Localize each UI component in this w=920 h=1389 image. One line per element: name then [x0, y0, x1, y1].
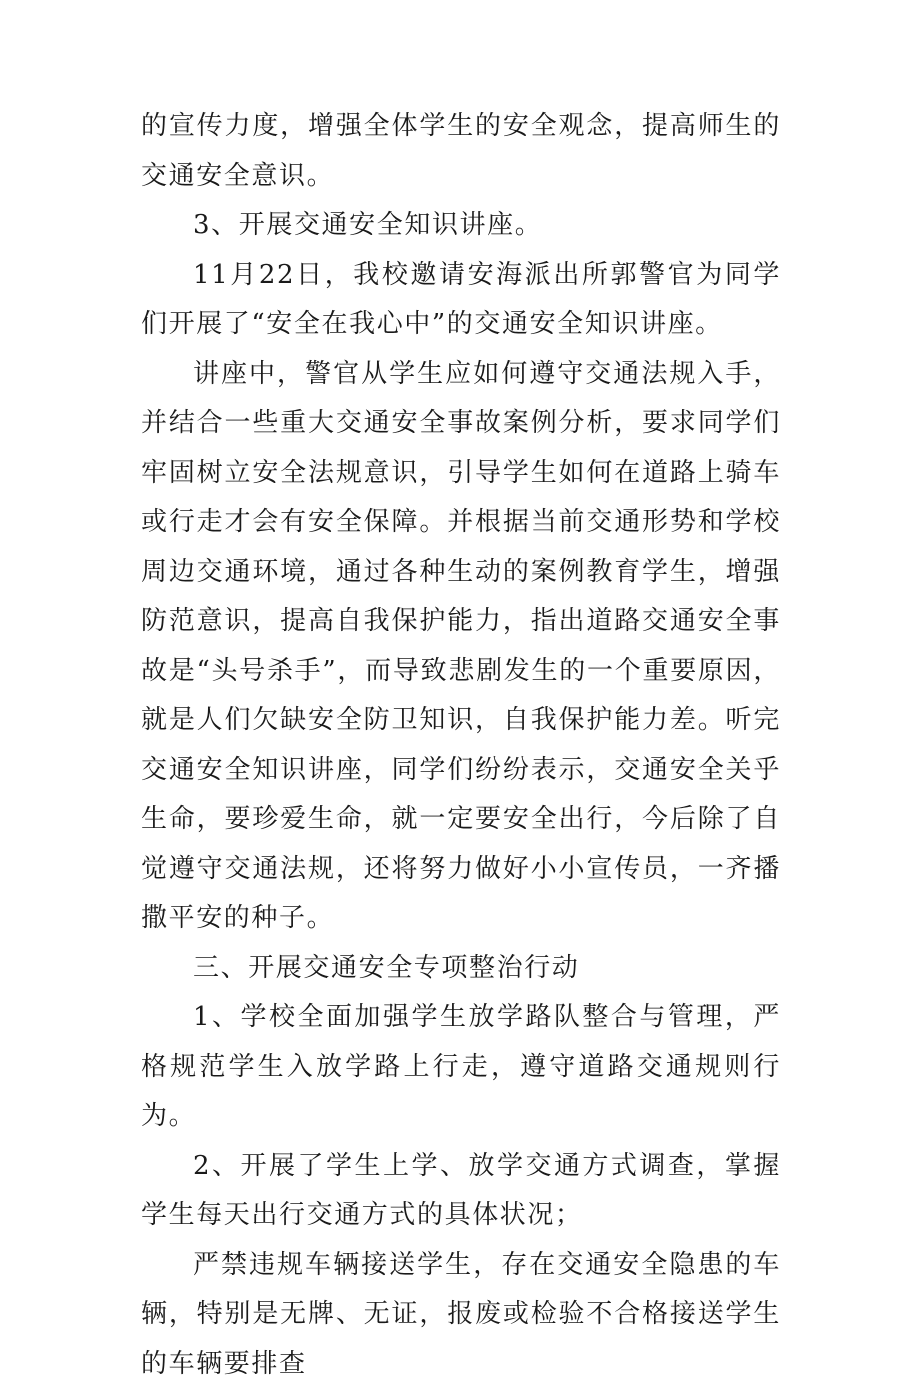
document-body [141, 102, 781, 1389]
paragraph-continuation: 的宣传力度，增强全体学生的安全观念，提高师生的交通安全意识。 [141, 102, 781, 201]
paragraph-lecture-date: 11月22日，我校邀请安海派出所郭警官为同学们开展了“安全在我心中”的交通安全知识讲座。 [141, 251, 781, 350]
paragraph-item-2: 2、开展了学生上学、放学交通方式调查，掌握学生每天出行交通方式的具体状况； [141, 1142, 781, 1241]
paragraph-item-1: 1、学校全面加强学生放学路队整合与管理，严格规范学生入放学路上行走，遵守道路交通规则行为。 [141, 993, 781, 1142]
paragraph-lecture-content: 讲座中，警官从学生应如何遵守交通法规入手，并结合一些重大交通安全事故案例分析，要求同学们牢固树立安全法规意识，引导学生如何在道路上骑车或行走才会有安全保障。并根据当前交通形势和学校周边交通环境，通过各种生动的案例教育学生，增强防范意识，提高自我保护能力，指出道路交通安全事故是“头号杀手”，而导致悲剧发生的一个重要原因，就是人们欠缺安全防卫知识，自我保护能力差。听完交通安全知识讲座，同学们纷纷表示，交通安全关乎生命，要珍爱生命，就一定要安全出行，今后除了自觉遵守交通法规，还将努力做好小小宣传员，一齐播撒平安的种子。 [141, 350, 781, 944]
section-heading-rectification: 三、开展交通安全专项整治行动 [141, 944, 781, 994]
paragraph-vehicle-ban: 严禁违规车辆接送学生，存在交通安全隐患的车辆，特别是无牌、无证，报废或检验不合格接送学生的车辆要排查 [141, 1241, 781, 1389]
paragraph-heading-lecture: 3、开展交通安全知识讲座。 [141, 201, 781, 251]
